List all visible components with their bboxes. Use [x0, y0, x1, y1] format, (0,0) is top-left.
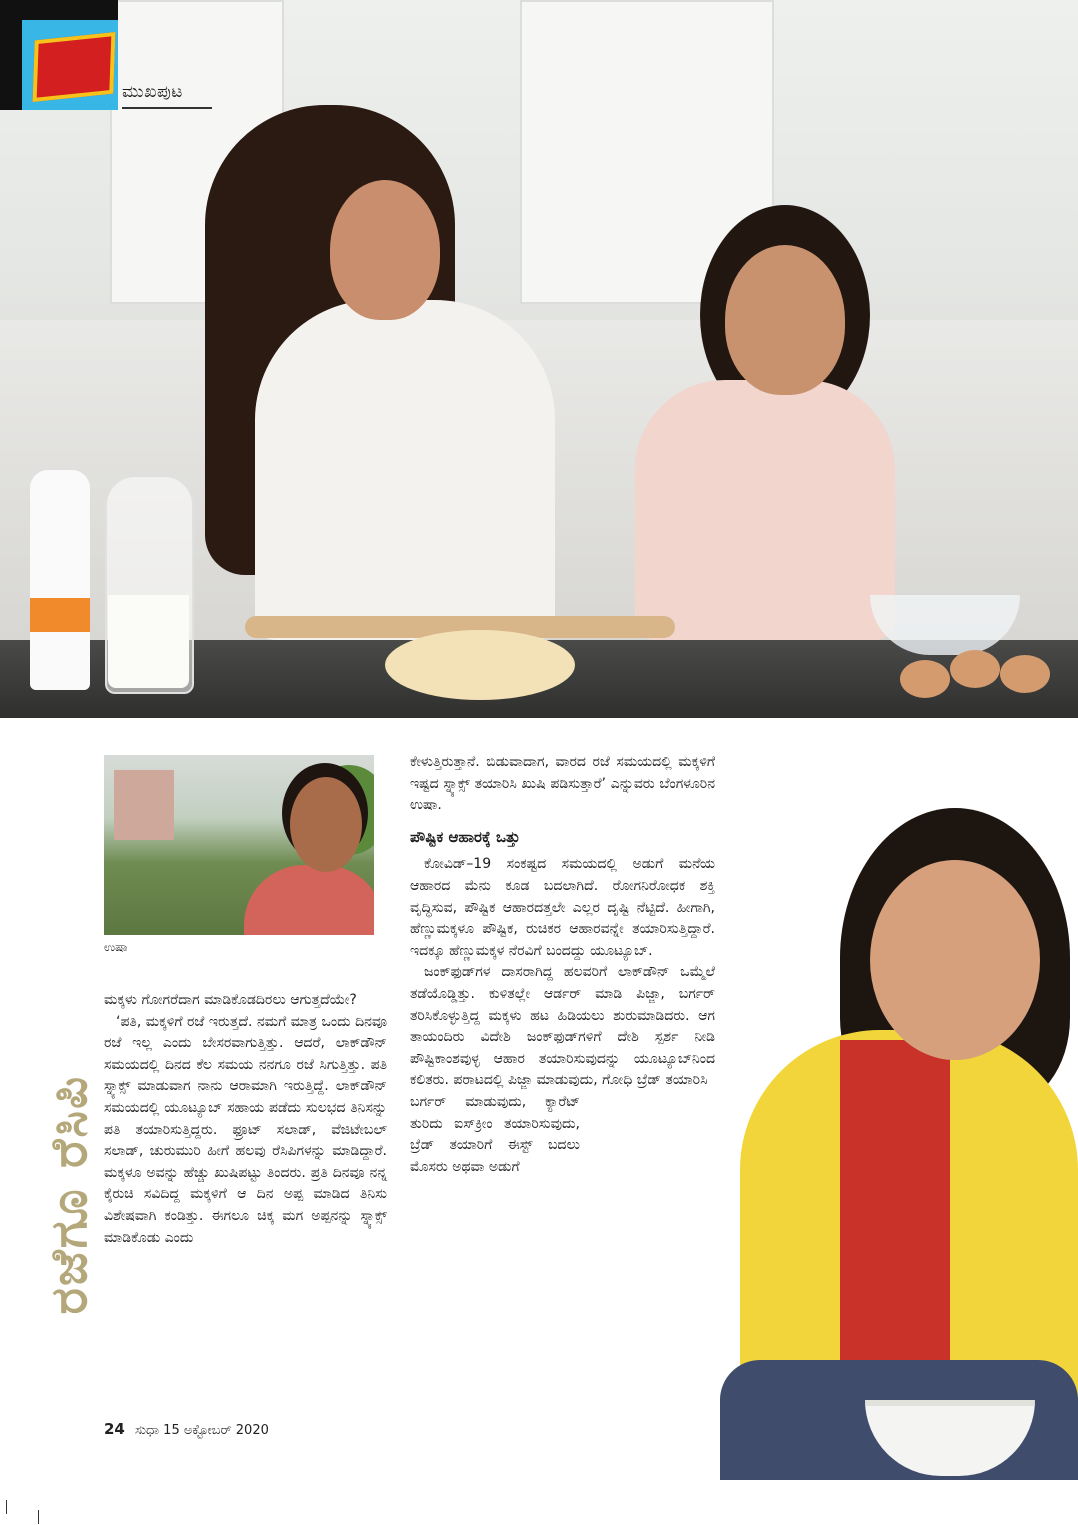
girl-top [635, 380, 895, 640]
person-face [290, 777, 362, 872]
section-tag: ಮುಖಪುಟ [122, 82, 183, 102]
woman-face [330, 180, 440, 320]
person-body [244, 865, 374, 935]
paragraph: ಕೇಳುತ್ತಿರುತ್ತಾನೆ. ಬಿಡುವಾದಾಗ, ವಾರದ ರಜೆ ಸಮಯದಲ್ಲಿ ಮಕ್ಕಳಿಗೆ ಇಷ್ಟದ ಸ್ನ್ಯಾಕ್ಸ್ ತಯಾರಿಸಿ ಖುಷಿ ಪಡಿಸುತ್ತಾರೆ’ ಎನ್ನುವರು ಬೆಂಗಳೂರಿನ ಉಷಾ. [410, 754, 715, 814]
paragraph: ಕೋವಿಡ್–19 ಸಂಕಷ್ಟದ ಸಮಯದಲ್ಲಿ ಅಡುಗೆ ಮನೆಯ ಆಹಾರದ ಮೆನು ಕೂಡ ಬದಲಾಗಿದೆ. ರೋಗನಿರೋಧಕ ಶಕ್ತಿ ವೃದ್ಧಿಸುವ, ಪೌಷ್ಟಿಕ ಆಹಾರದತ್ತಲೇ ಎಲ್ಲರ ದೃಷ್ಟಿ ನೆಟ್ಟಿದೆ. ಹೀಗಾಗಿ, ಹೆಣ್ಣುಮಕ್ಕಳೂ ಪೌಷ್ಟಿಕ, ರುಚಿಕರ ಆಹಾರವನ್ನೇ ತಯಾರಿಸುತ್ತಿದ್ದಾರೆ. ಇದಕ್ಕೂ ಹೆಣ್ಣುಮಕ್ಕಳ ನೆರವಿಗೆ ಬಂದದ್ದು ಯೂಟ್ಯೂಬ್. [410, 856, 715, 959]
red-shirt [840, 1040, 950, 1370]
article-title-text: ರಜೆಗೂ ರೆಸಿಪಿ [38, 1075, 98, 1315]
girl-eating-photo [720, 800, 1078, 1480]
inset-photo-usha [104, 755, 374, 935]
article-title [38, 1000, 98, 1390]
oil-bottle [30, 470, 90, 690]
paragraph: ಬರ್ಗರ್ ಮಾಡುವುದು, ಕ್ಯಾರೆಟ್ ತುರಿದು ಐಸ್‌ಕ್ರೀಂ ತಯಾರಿಸುವುದು, ಬ್ರೆಡ್ ತಯಾರಿಗೆ ಈಸ್ಟ್ ಬದಲು ಮೊಸರು ಅಥವಾ ಅಡುಗೆ [410, 1093, 580, 1175]
egg [900, 660, 950, 698]
background-building [114, 770, 174, 840]
middle-column [410, 752, 715, 1178]
egg [1000, 655, 1050, 693]
crop-mark [6, 1500, 7, 1514]
crop-mark [38, 1510, 39, 1524]
photo-caption: ಉಷಾ [104, 940, 128, 954]
paragraph: ‘ಪತಿ, ಮಕ್ಕಳಿಗೆ ರಜೆ ಇರುತ್ತದೆ. ನಮಗೆ ಮಾತ್ರ ಒಂದು ದಿನವೂ ರಜೆ ಇಲ್ಲ ಎಂದು ಬೇಸರವಾಗುತ್ತಿತ್ತು. ಆದರೆ, ಲಾಕ್‌ಡೌನ್ ಸಮಯದಲ್ಲಿ ದಿನದ ಕೆಲ ಸಮಯ ನನಗೂ ರಜೆ ಸಿಗುತ್ತಿತ್ತು. ಪತಿ ಸ್ನ್ಯಾಕ್ಸ್ ಮಾಡುವಾಗ ನಾನು ಆರಾಮಾಗಿ ಇರುತ್ತಿದ್ದೆ. ಲಾಕ್‌ಡೌನ್ ಸಮಯದಲ್ಲಿ ಯೂಟ್ಯೂಬ್ ಸಹಾಯ ಪಡೆದು ಸುಲಭದ ತಿನಿಸನ್ನು ಪತಿ ತಯಾರಿಸುತ್ತಿದ್ದರು. ಫ್ರೂಟ್ ಸಲಾಡ್, ವೆಜಿಟೇಬಲ್ ಸಲಾಡ್, ಚುರುಮುರಿ ಹೀಗೆ ಹಲವು ರೆಸಿಪಿಗಳನ್ನು ಮಾಡಿದ್ದಾರೆ. ಮಕ್ಕಳೂ ಅವನ್ನು ಹೆಚ್ಚು ಖುಷಿಪಟ್ಟು ತಿಂದರು. ಪ್ರತಿ ದಿನವೂ ನನ್ನ ಕೈರುಚಿ ಸವಿದಿದ್ದ ಮಕ್ಕಳಿಗೆ ಆ ದಿನ ಅಪ್ಪ ಮಾಡಿದ ತಿನಿಸು ವಿಶೇಷವಾಗಿ ಕಂಡಿತ್ತು. ಈಗಲೂ ಚಿಕ್ಕ ಮಗ ಅಪ್ಪನನ್ನು ಸ್ನ್ಯಾಕ್ಸ್ ಮಾಡಿಕೊಡು ಎಂದು [104, 1013, 387, 1246]
egg [950, 650, 1000, 688]
left-column [104, 990, 387, 1249]
section-tag-rule [122, 107, 212, 109]
bottle-band [30, 598, 90, 632]
paragraph: ಜಂಕ್‌ಫುಡ್‌ಗಳ ದಾಸರಾಗಿದ್ದ ಹಲವರಿಗೆ ಲಾಕ್‌ಡೌನ್ ಒಮ್ಮೆಲೆ ತಡೆಯೊಡ್ಡಿತ್ತು. ಕುಳಿತಲ್ಲೇ ಆರ್ಡರ್ ಮಾಡಿ ಪಿಜ್ಜಾ, ಬರ್ಗರ್ ತರಿಸಿಕೊಳ್ಳುತ್ತಿದ್ದ ಮಕ್ಕಳು ಹಟ ಹಿಡಿಯಲು ಶುರುಮಾಡಿದರು. ಆಗ ತಾಯಂದಿರು ವಿದೇಶಿ ಜಂಕ್‌ಫುಡ್‌ಗಳಿಗೆ ದೇಶಿ ಸ್ಪರ್ಶ ನೀಡಿ ಪೌಷ್ಟಿಕಾಂಶವುಳ್ಳ ಆಹಾರ ತಯಾರಿಸುವುದನ್ನು ಯೂಟ್ಯೂಬ್‌ನಿಂದ ಕಲಿತರು. ಪರಾಟದಲ್ಲಿ ಪಿಜ್ಜಾ ಮಾಡುವುದು, ಗೋಧಿ ಬ್ರೆಡ್ ತಯಾರಿಸಿ [410, 964, 715, 1089]
dough [385, 630, 575, 700]
page-number: 24 [104, 1420, 125, 1438]
paragraph: ಮಕ್ಕಳು ಗೋಗರೆದಾಗ ಮಾಡಿಕೊಡದಿರಲು ಆಗುತ್ತದೆಯೇ? [104, 992, 357, 1008]
logo-book-icon [33, 32, 116, 102]
girl-face [870, 860, 1040, 1060]
publication-date: ಸುಧಾ 15 ಅಕ್ಟೋಬರ್ 2020 [135, 1423, 269, 1438]
magazine-logo [0, 0, 118, 110]
milk [108, 595, 189, 688]
girl-face [725, 245, 845, 395]
page-footer [104, 1420, 269, 1438]
woman-top [255, 300, 555, 640]
subheading: ಪೌಷ್ಟಿಕ ಆಹಾರಕ್ಕೆ ಒತ್ತು [410, 827, 521, 846]
